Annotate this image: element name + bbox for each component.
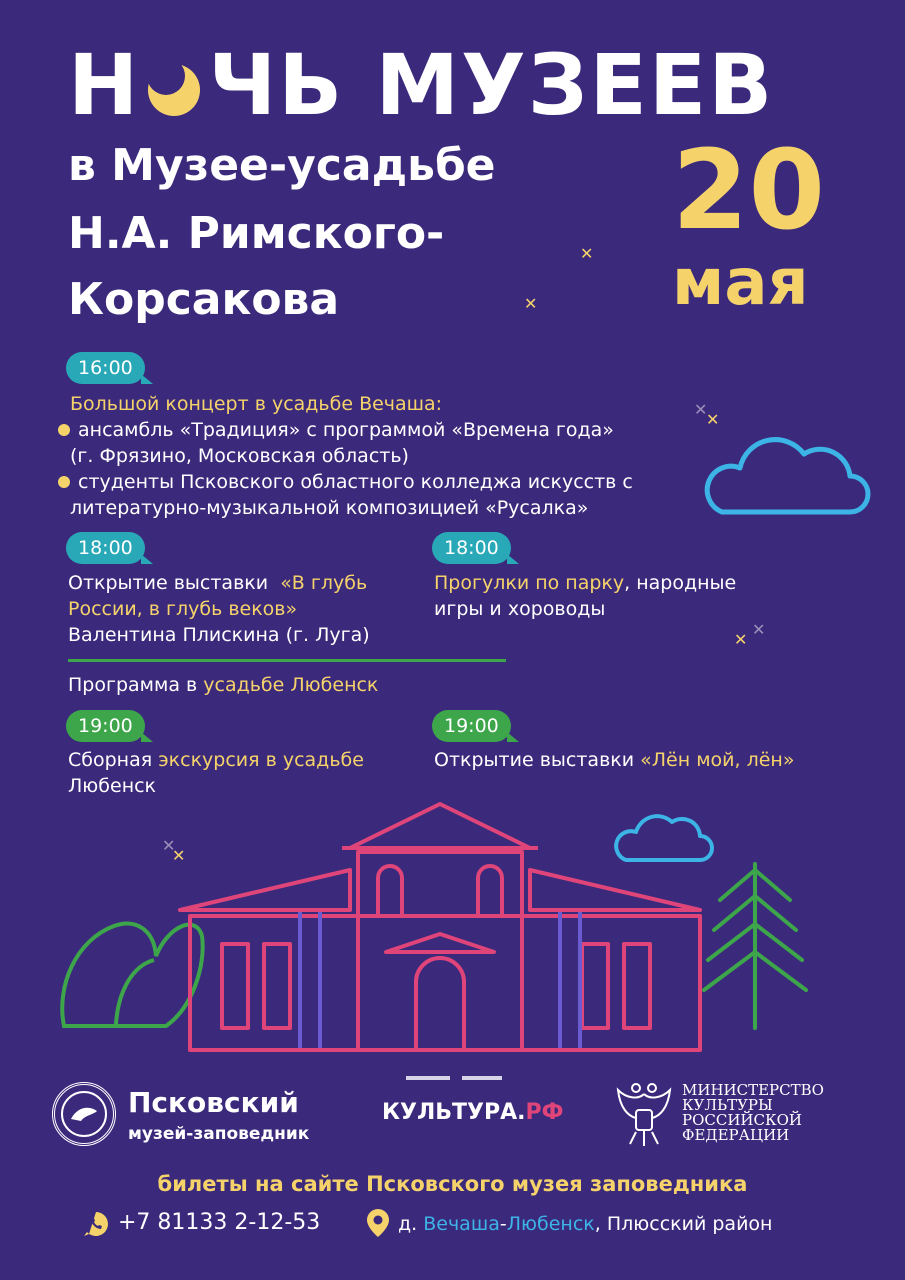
concert-item-2: студенты Псковского областного колледжа искусств с	[58, 469, 633, 495]
bullet-icon	[58, 424, 70, 436]
ground-line	[406, 1076, 450, 1080]
concert-item-2-cont: литературно-музыкальной композицией «Русалка»	[70, 497, 589, 519]
date-month: мая	[672, 246, 809, 320]
location-pin-icon	[366, 1208, 390, 1238]
date-day: 20	[672, 126, 826, 254]
time-badge-1600: 16:00	[66, 352, 145, 384]
star-icon: ✕	[580, 244, 594, 263]
whatsapp-icon	[82, 1210, 110, 1238]
park-walks-line-2: игры и хороводы	[434, 598, 606, 620]
address: д. Вечаша-Любенск, Плюсский район	[398, 1213, 773, 1235]
exhibition-line-3: Валентина Плискина (г. Луга)	[68, 624, 370, 646]
star-icon: ✕	[524, 294, 538, 313]
phone-number: +7 81133 2-12-53	[118, 1210, 321, 1235]
pskov-museum-name: Псковский	[128, 1086, 299, 1119]
exhibition-line-2: России, в глубь веков»	[68, 598, 298, 620]
kultura-rf-logo: КУЛЬТУРА.РФ	[382, 1100, 564, 1125]
tour-line-1: Сборная экскурсия в усадьбе	[68, 749, 364, 771]
concert-item-1-cont: (г. Фрязино, Московская область)	[70, 445, 409, 467]
subtitle-line-3: Корсакова	[68, 274, 340, 325]
title-part1: Н	[68, 36, 141, 134]
star-icon: ✕	[162, 836, 176, 855]
park-walks-line-1: Прогулки по парку, народные	[434, 572, 737, 594]
concert-item-1: ансамбль «Традиция» с программой «Времена года»	[58, 417, 614, 443]
star-icon: ✕	[752, 620, 766, 639]
main-title	[68, 36, 775, 134]
exhibition-line-1: Открытие выставки «В глубь	[68, 572, 368, 594]
ministry-name: МИНИСТЕРСТВО КУЛЬТУРЫ РОССИЙСКОЙ ФЕДЕРАЦИИ	[682, 1081, 824, 1144]
tour-line-2: Любенск	[68, 775, 157, 797]
lubensk-heading: Программа в усадьбе Любенск	[68, 674, 379, 696]
time-badge-1900-left: 19:00	[66, 710, 145, 742]
bullet-icon	[58, 476, 70, 488]
tickets-note: билеты на сайте Псковского музея заповедника	[157, 1172, 748, 1196]
subtitle-line-1: в Музее-усадьбе	[68, 140, 496, 191]
section-divider	[68, 659, 506, 662]
manor-building-illustration	[170, 796, 720, 1058]
time-badge-1900-right: 19:00	[432, 710, 511, 742]
cloud-icon	[700, 428, 872, 520]
ministry-eagle-emblem	[612, 1080, 676, 1150]
star-icon: ✕	[694, 400, 708, 419]
subtitle-line-2: Н.А. Римского-	[68, 208, 445, 259]
time-badge-1800-right: 18:00	[432, 532, 511, 564]
star-icon: ✕	[734, 630, 748, 649]
pskov-museum-emblem	[52, 1082, 116, 1146]
concert-heading: Большой концерт в усадьбе Вечаша:	[70, 393, 443, 415]
flax-exhibition: Открытие выставки «Лён мой, лён»	[434, 749, 795, 771]
time-badge-1800-left: 18:00	[66, 532, 145, 564]
ground-line	[462, 1076, 502, 1080]
moon-icon	[146, 44, 202, 106]
star-icon: ✕	[172, 846, 186, 865]
pskov-museum-subtitle: музей-заповедник	[128, 1124, 310, 1144]
star-icon: ✕	[706, 410, 720, 429]
title-part2: ЧЬ МУЗЕЕВ	[208, 36, 775, 134]
